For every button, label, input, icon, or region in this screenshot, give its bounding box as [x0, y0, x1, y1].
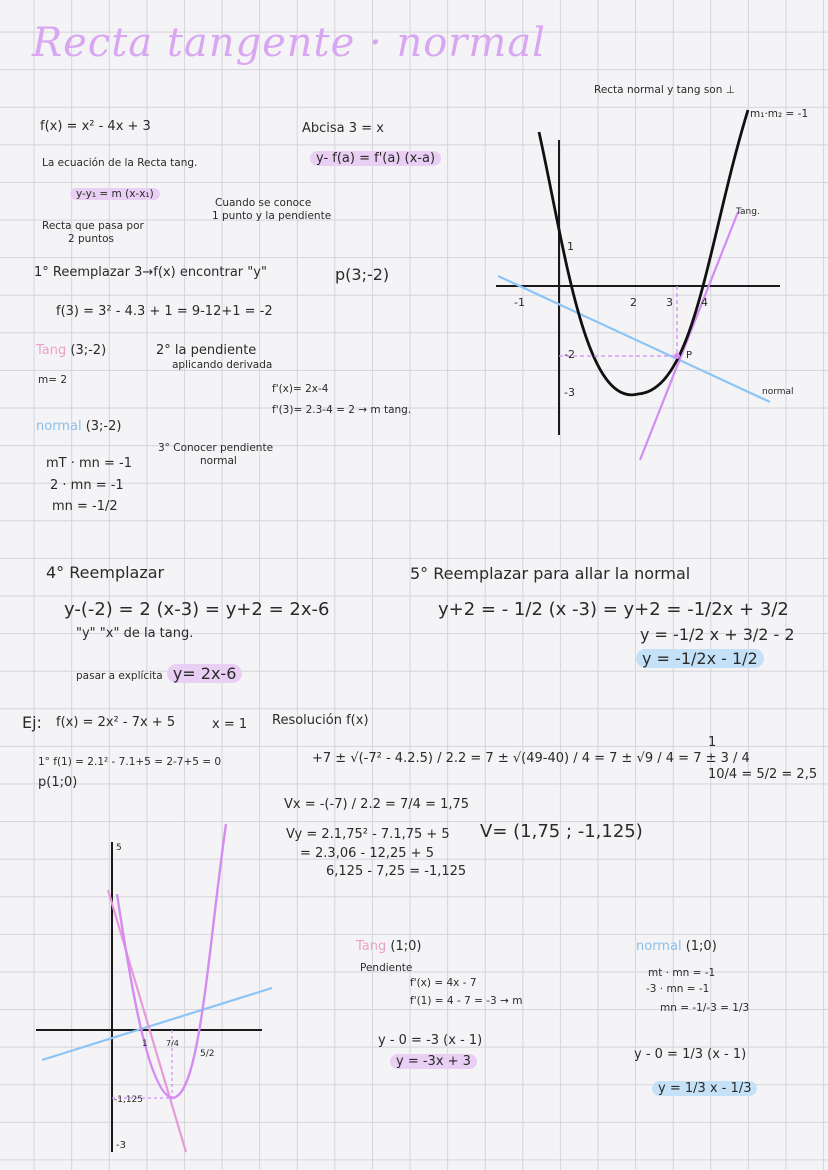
example-normal-heading: normal (1;0): [636, 939, 717, 954]
x-tick-3: 3: [666, 296, 673, 309]
normal-line: [42, 988, 272, 1060]
resolution-heading: Resolución f(x): [272, 713, 369, 728]
step-2-line2: aplicando derivada: [172, 359, 273, 371]
x-tick-4: 4: [701, 296, 708, 309]
example-tangent-eq: y - 0 = -3 (x - 1): [378, 1033, 483, 1048]
point-slope-formula: y-y₁ = m (x-x₁): [70, 188, 160, 200]
example-step-1: 1° f(1) = 2.1² - 7.1+5 = 2-7+5 = 0: [38, 756, 222, 768]
note-point-slope-2: 1 punto y la pendiente: [212, 210, 332, 222]
example-label: Ej:: [22, 713, 42, 732]
example-function: f(x) = 2x² - 7x + 5: [56, 715, 176, 730]
example-derivative-at-1: f'(1) = 4 - 7 = -3 → m: [410, 995, 523, 1007]
example-derivative: f'(x) = 4x - 7: [410, 977, 477, 989]
graph-2: [30, 830, 290, 1160]
normal-label: normal: [762, 387, 794, 397]
vertex-x: Vx = -(-7) / 2.2 = 7/4 = 1,75: [284, 797, 470, 812]
point-p: p(3;-2): [335, 265, 390, 284]
step-1: 1° Reemplazar 3→f(x) encontrar "y": [34, 265, 267, 280]
step-4: 4° Reemplazar: [46, 563, 165, 582]
y-tick-1: 1: [567, 240, 574, 253]
yx-tang-note: "y" "x" de la tang.: [76, 626, 194, 641]
step-2-line1: 2° la pendiente: [156, 343, 257, 358]
m1m2-note: m₁·m₂ = -1: [750, 108, 809, 120]
y-tick-neg3: -3: [116, 1140, 126, 1151]
perpendicular-rule: mT · mn = -1: [46, 456, 133, 471]
normal-line: [498, 276, 770, 402]
tangent-line: [108, 890, 186, 1152]
f3-calc: f(3) = 3² - 4.3 + 1 = 9-12+1 = -2: [56, 304, 273, 319]
step-5-equation: y+2 = - 1/2 (x -3) = y+2 = -1/2x + 3/2: [438, 599, 789, 620]
derivative: f'(x)= 2x-4: [272, 383, 329, 395]
y-tick-vertex: -1,125: [114, 1095, 144, 1105]
example-normal-explicit: y = 1/3 x - 1/3: [652, 1082, 757, 1097]
vertex: V= (1,75 ; -1,125): [480, 821, 643, 842]
x-tick-1: 1: [142, 1039, 148, 1049]
x-tick-7-4: 7/4: [166, 1039, 179, 1048]
quadratic-formula: +7 ± √(-7² - 4.2.5) / 2.2 = 7 ± √(49-40) / 4 = 7 ± √9 / 4 = 7 ± 3 / 4: [312, 751, 750, 766]
example-tangent-heading: Tang (1;0): [356, 939, 422, 954]
x-tick-2: 2: [630, 296, 637, 309]
normal-heading: normal (3;-2): [36, 419, 122, 434]
point-p-label: P: [686, 350, 693, 361]
tangent-formula: y- f(a) = f'(a) (x-a): [310, 152, 441, 167]
vertex-y-3: 6,125 - 7,25 = -1,125: [326, 864, 467, 879]
equation-label: La ecuación de la Recta tang.: [42, 157, 198, 169]
normal-explicit: y = -1/2x - 1/2: [636, 650, 764, 668]
note-two-points-1: Recta que pasa por: [42, 220, 144, 232]
two-times-mn: 2 · mn = -1: [50, 478, 124, 493]
explicit-form: pasar a explícita y= 2x-6: [76, 665, 242, 684]
abscisa: Abcisa 3 = x: [302, 121, 384, 136]
x-tick-5-2: 5/2: [200, 1049, 215, 1059]
y-tick-neg3: -3: [564, 386, 575, 399]
slope-heading: Pendiente: [360, 962, 413, 974]
example-x: x = 1: [212, 717, 248, 732]
note-point-slope-1: Cuando se conoce: [215, 197, 312, 209]
page-title: Recta tangente · normal: [32, 20, 546, 66]
mn-value: mn = -1/2: [52, 499, 118, 514]
example-mn: mn = -1/-3 = 1/3: [660, 1002, 750, 1014]
graph-1: [490, 90, 794, 490]
function-def: f(x) = x² - 4x + 3: [40, 119, 151, 134]
tangent-heading: Tang (3;-2): [36, 343, 107, 358]
step-4-equation: y-(-2) = 2 (x-3) = y+2 = 2x-6: [64, 599, 330, 620]
point-p-marker: [674, 353, 680, 359]
example-point: p(1;0): [38, 775, 78, 790]
step-3-line1: 3° Conocer pendiente: [158, 442, 274, 454]
perp-note: Recta normal y tang son ⊥: [594, 84, 735, 96]
note-two-points-2: 2 puntos: [68, 233, 115, 245]
y-tick-neg2: -2: [564, 348, 575, 361]
vertex-y-1: Vy = 2.1,75² - 7.1,75 + 5: [286, 827, 450, 842]
vertex-y-2: = 2.3,06 - 12,25 + 5: [300, 846, 434, 861]
step-5-line2: y = -1/2 x + 3/2 - 2: [640, 625, 795, 644]
y-tick-5: 5: [116, 843, 122, 853]
slope-value: m= 2: [38, 374, 68, 386]
step-5: 5° Reemplazar para allar la normal: [410, 564, 691, 583]
example-perp-rule: mt · mn = -1: [648, 967, 716, 979]
root-1: 1: [708, 735, 717, 750]
root-2: 10/4 = 5/2 = 2,5: [708, 767, 818, 782]
example-normal-eq: y - 0 = 1/3 (x - 1): [634, 1047, 747, 1062]
derivative-at-3: f'(3)= 2.3-4 = 2 → m tang.: [272, 404, 412, 416]
x-tick-neg1: -1: [514, 296, 525, 309]
example-tangent-explicit: y = -3x + 3: [390, 1055, 477, 1070]
step-3-line2: normal: [200, 455, 237, 467]
example-perp-sub: -3 · mn = -1: [646, 983, 710, 995]
tang-label: Tang.: [736, 207, 760, 217]
